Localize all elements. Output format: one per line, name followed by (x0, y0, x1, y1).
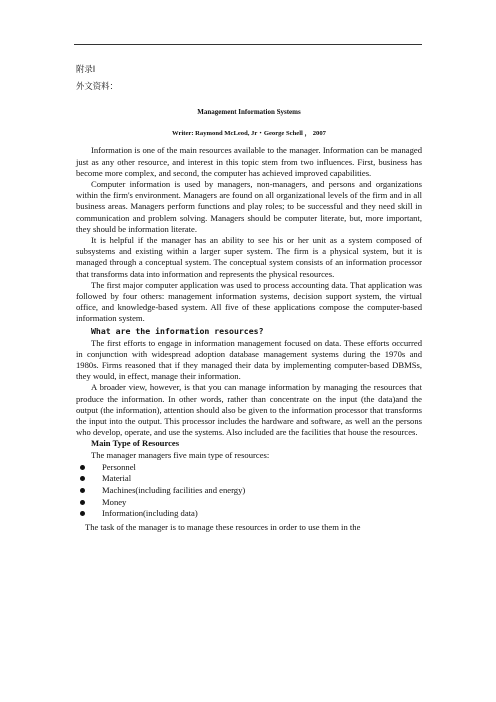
paragraph: Computer information is used by managers, non-managers, and persons and organizations within the firm's environment. Managers are found on all organizational levels of the firm and in all business areas. Managers perform functions and play roles; to be successful and they need skill in communication and problem solving. Managers should be computer literate, but, more important, they should be information literate. (76, 179, 422, 234)
list-item-label: Machines(including facilities and energy) (102, 485, 246, 496)
list-item (80, 485, 422, 497)
bullet-icon (80, 488, 85, 493)
closing-paragraph: The task of the manager is to manage these resources in order to use them in the (85, 521, 361, 532)
list-item (80, 462, 422, 474)
article-byline: Writer: Raymond McLeod, Jr・George Schell ， 2007 (172, 130, 326, 138)
appendix-label: 附录Ⅰ (76, 64, 96, 74)
bullet-icon (80, 476, 85, 481)
paragraph: A broader view, however, is that you can manage information by managing the resources that produce the information. In other words, rather than concentrate on the input (the data)and the output (the information), attention should also be given to the information processor that transforms the input into the output. This processor includes the hardware and software, as well an the persons who develop, operate, and use the systems. Also included are the facilities that house the resources. (76, 382, 422, 438)
paragraph: It is helpful if the manager has an ability to see his or her unit as a system composed of subsystems and existing within a larger super system. The firm is a physical system, but it is managed through a conceptual system. The conceptual system consists of an information processor that transforms data into information and represents the physical resources. (76, 235, 422, 279)
list-item (80, 473, 422, 485)
list-item-label: Money (102, 496, 127, 507)
list-item (80, 508, 422, 520)
list-item-label: Personnel (102, 461, 136, 472)
list-item-label: Information(including data) (102, 508, 198, 519)
section-heading: What are the information resources? (91, 325, 264, 336)
resource-list (76, 462, 422, 520)
bullet-icon (80, 500, 85, 505)
paragraph: The first efforts to engage in information management focused on data. These efforts occurred in conjunction with widespread adoption database management systems during the 1970s and 1980s. Firms reasoned that if they managed their data by implementing computer-based DBMSs, they would, in effect, manage their information. (76, 337, 422, 382)
document-body (76, 61, 422, 533)
list-item-label: Material (102, 473, 132, 484)
bullet-icon (80, 465, 85, 470)
subsection-heading: Main Type of Resources (91, 438, 180, 449)
list-intro: The manager managers five main type of resources: (91, 449, 270, 460)
bullet-icon (80, 511, 85, 516)
header-rule (74, 44, 422, 45)
paragraph: Information is one of the main resources available to the manager. Information can be managed just as any other resource, and interest in this topic stem from two influences. First, business has become more complex, and second, the computer has achieved improved capabilities. (76, 145, 422, 178)
article-title: Management Information Systems (197, 108, 301, 116)
paragraph: The first major computer application was used to process accounting data. That application was followed by four others: management information systems, decision support system, the virtual office, and knowledge-based system. All five of these applications compose the computer-based information system. (76, 279, 422, 324)
list-item (80, 497, 422, 509)
source-label: 外文资料： (76, 81, 118, 91)
